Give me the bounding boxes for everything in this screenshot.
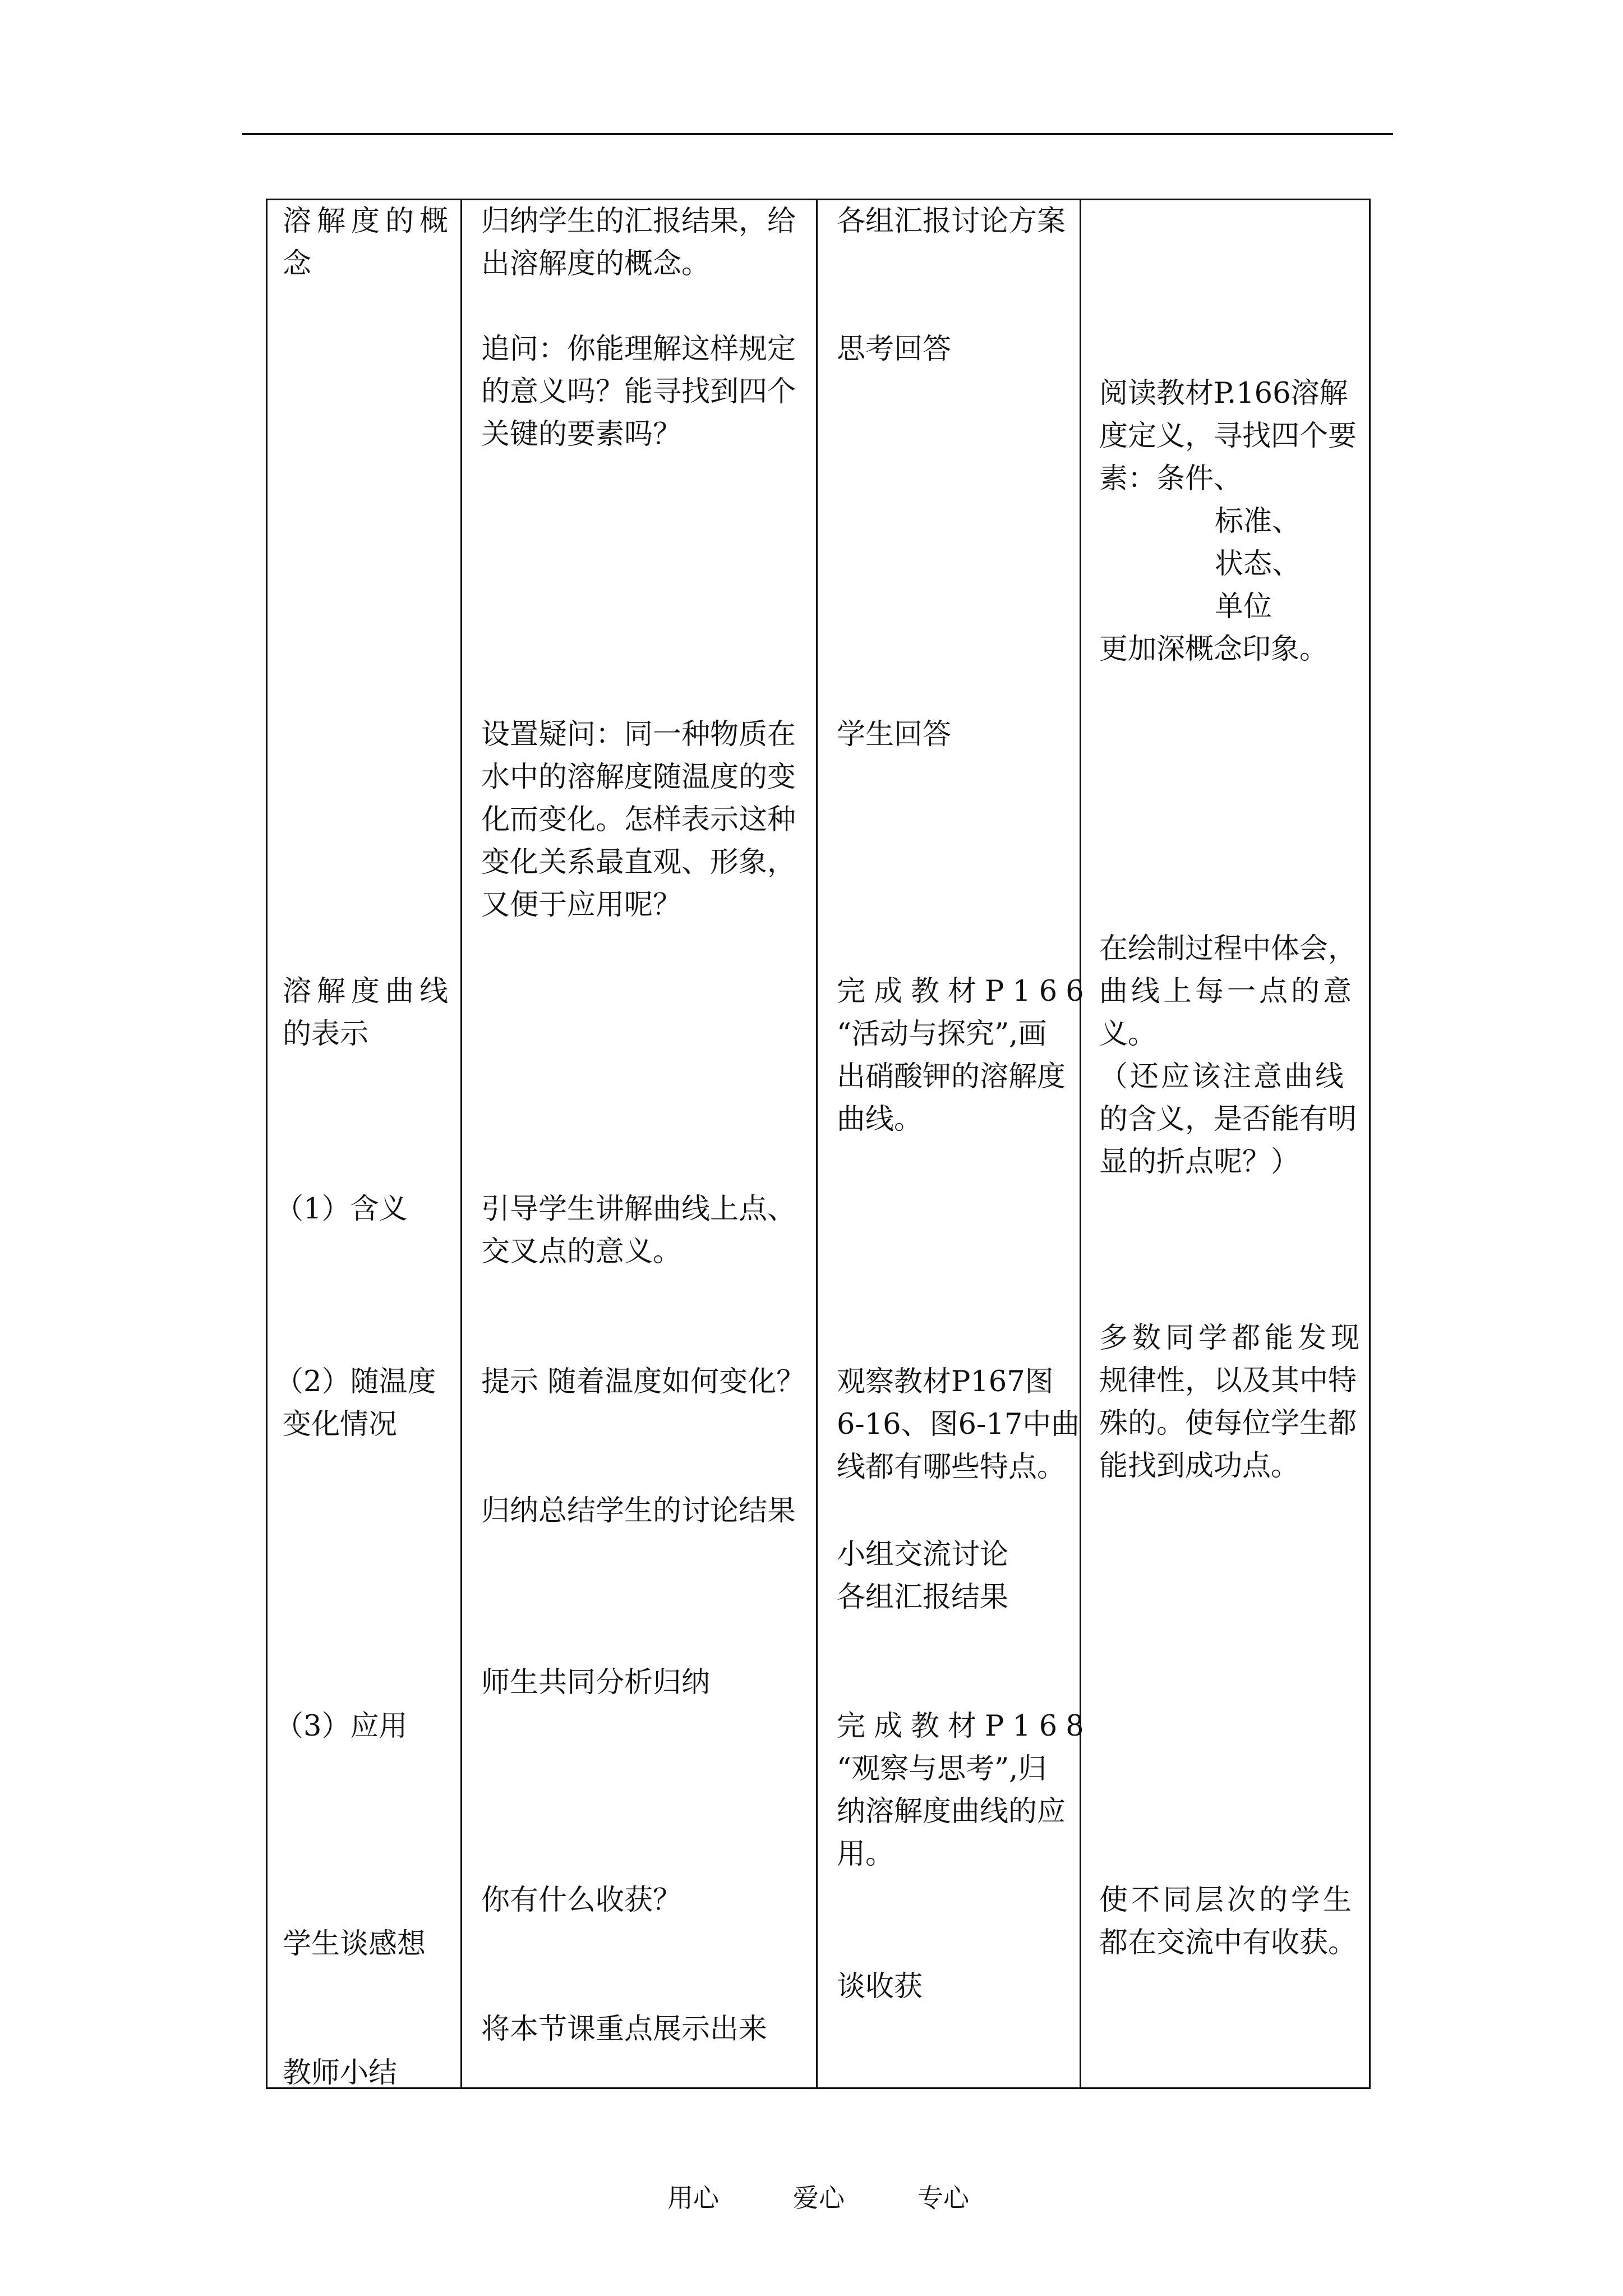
- design-intent-3: 更加深概念印象。: [1099, 633, 1329, 666]
- student-activity-7: 完成教材P168 “观察与思考”,归 纳溶解度曲线的应 用。: [837, 1710, 1092, 1871]
- header-rule: [242, 133, 1393, 135]
- teacher-activity-4: 引导学生讲解曲线上点、 交叉点的意义。: [481, 1193, 796, 1268]
- footer-care: 用心: [667, 2183, 719, 2213]
- student-activity-2: 思考回答: [837, 333, 952, 366]
- student-activity-6: 小组交流讨论 各组汇报结果: [837, 1538, 1009, 1614]
- student-activity-8: 谈收获: [837, 1970, 923, 2003]
- column-divider: [460, 200, 462, 2087]
- teacher-activity-8: 你有什么收获？: [481, 1884, 682, 1917]
- footer-love: 爱心: [793, 2183, 845, 2213]
- teacher-activity-2: 追问：你能理解这样规定 的意义吗？能寻找到四个 关键的要素吗？: [481, 333, 796, 451]
- design-intent-5: 多数同学都能发现 规律性，以及其中特 殊的。使每位学生都 能找到成功点。: [1099, 1322, 1364, 1483]
- topic-reflection: 学生谈感想: [283, 1927, 426, 1961]
- topic-summary: 教师小结: [283, 2056, 398, 2090]
- teacher-activity-1: 归纳学生的汇报结果，给 出溶解度的概念。: [481, 205, 796, 280]
- topic-meaning: （1）含义: [275, 1193, 408, 1226]
- student-activity-1: 各组汇报讨论方案: [837, 205, 1066, 238]
- teacher-activity-9: 将本节课重点展示出来: [481, 2013, 768, 2046]
- footer-focus: 专心: [917, 2183, 969, 2213]
- design-intent-2: 标准、 状态、 单位: [1215, 505, 1301, 623]
- student-activity-5: 观察教材P167图 6-16、图6-17中曲 线都有哪些特点。: [837, 1365, 1080, 1484]
- design-intent-1: 阅读教材P.166溶解 度定义，寻找四个要 素：条件、: [1099, 377, 1357, 495]
- student-activity-3: 学生回答: [837, 718, 952, 751]
- topic-temperature: （2）随温度 变化情况: [275, 1365, 436, 1441]
- teacher-activity-5: 提示 随着温度如何变化？: [481, 1365, 805, 1398]
- topic-curve: 溶解度曲线 的表示: [283, 975, 454, 1051]
- topic-application: （3）应用: [275, 1710, 408, 1743]
- design-intent-6: 使不同层次的学生 都在交流中有收获。: [1099, 1884, 1357, 1959]
- teacher-activity-6: 归纳总结学生的讨论结果: [481, 1494, 796, 1527]
- topic-concept: 溶解度的概 念: [283, 205, 454, 280]
- teacher-activity-7: 师生共同分析归纳: [481, 1666, 711, 1699]
- student-activity-4: 完成教材P166 “活动与探究”,画 出硝酸钾的溶解度 曲线。: [837, 975, 1092, 1136]
- design-intent-4: 在绘制过程中体会， 曲线上每一点的意 义。 （还应该注意曲线 的含义，是否能有明 显的折点呢？）: [1099, 932, 1357, 1179]
- column-divider: [816, 200, 818, 2087]
- teacher-activity-3: 设置疑问：同一种物质在 水中的溶解度随温度的变 化而变化。怎样表示这种 变化关系最直观、形象， 又便于应用呢？: [481, 718, 796, 922]
